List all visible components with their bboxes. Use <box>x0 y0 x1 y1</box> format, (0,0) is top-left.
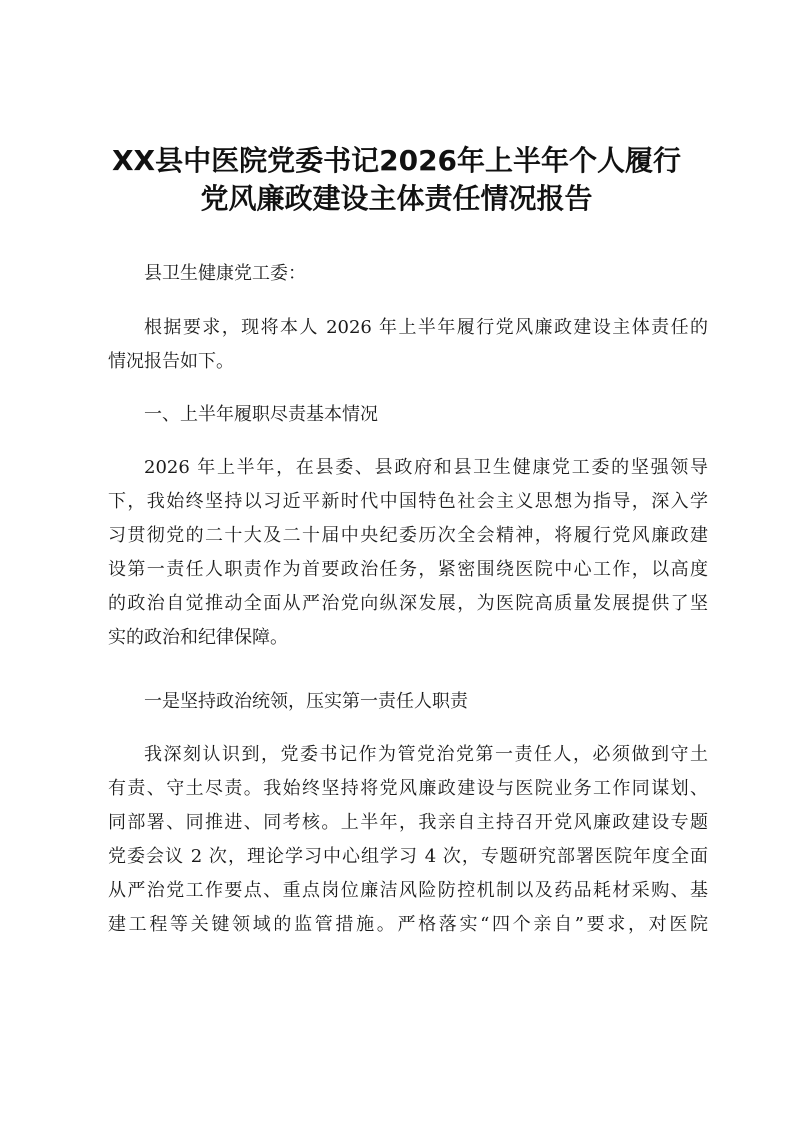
paragraph-1-line-6: 实的政治和纪律保障。 <box>108 627 288 648</box>
paragraph-1-line-5: 的政治自觉推动全面从严治党向纵深发展，为医院高质量发展提供了坚 <box>108 593 708 614</box>
paragraph-2-line-3: 同部署、同推进、同考核。上半年，我亲自主持召开党风廉政建设专题 <box>108 812 708 833</box>
paragraph-2-line-5: 从严治党工作要点、重点岗位廉洁风险防控机制以及药品耗材采购、基 <box>108 880 708 901</box>
intro-line-2: 情况报告如下。 <box>108 351 234 372</box>
paragraph-1-line-1: 2026 年上半年，在县委、县政府和县卫生健康党工委的坚强领导 <box>144 457 708 478</box>
paragraph-2-line-1: 我深刻认识到，党委书记作为管党治党第一责任人，必须做到守土 <box>144 744 708 765</box>
paragraph-2-line-6: 建工程等关键领域的监管措施。严格落实“四个亲自”要求，对医院 <box>108 914 708 935</box>
paragraph-2-line-4: 党委会议 2 次，理论学习中心组学习 4 次，专题研究部署医院年度全面 <box>108 846 708 867</box>
paragraph-1-line-4: 设第一责任人职责作为首要政治任务，紧密围绕医院中心工作，以高度 <box>108 559 708 580</box>
salutation: 县卫生健康党工委： <box>144 263 306 284</box>
paragraph-1-line-3: 习贯彻党的二十大及二十届中央纪委历次全会精神，将履行党风廉政建 <box>108 525 708 546</box>
document-title-line-1: XX县中医院党委书记2026年上半年个人履行 <box>111 144 682 177</box>
intro-line-1: 根据要求，现将本人 2026 年上半年履行党风廉政建设主体责任的 <box>144 317 708 338</box>
subheading-1: 一是坚持政治统领，压实第一责任人职责 <box>144 691 468 712</box>
paragraph-1-line-2: 下，我始终坚持以习近平新时代中国特色社会主义思想为指导，深入学 <box>108 491 708 512</box>
paragraph-2-line-2: 有责、守土尽责。我始终坚持将党风廉政建设与医院业务工作同谋划、 <box>108 778 708 799</box>
section-heading-1: 一、上半年履职尽责基本情况 <box>144 404 378 425</box>
document-title-line-2: 党风廉政建设主体责任情况报告 <box>200 182 593 215</box>
